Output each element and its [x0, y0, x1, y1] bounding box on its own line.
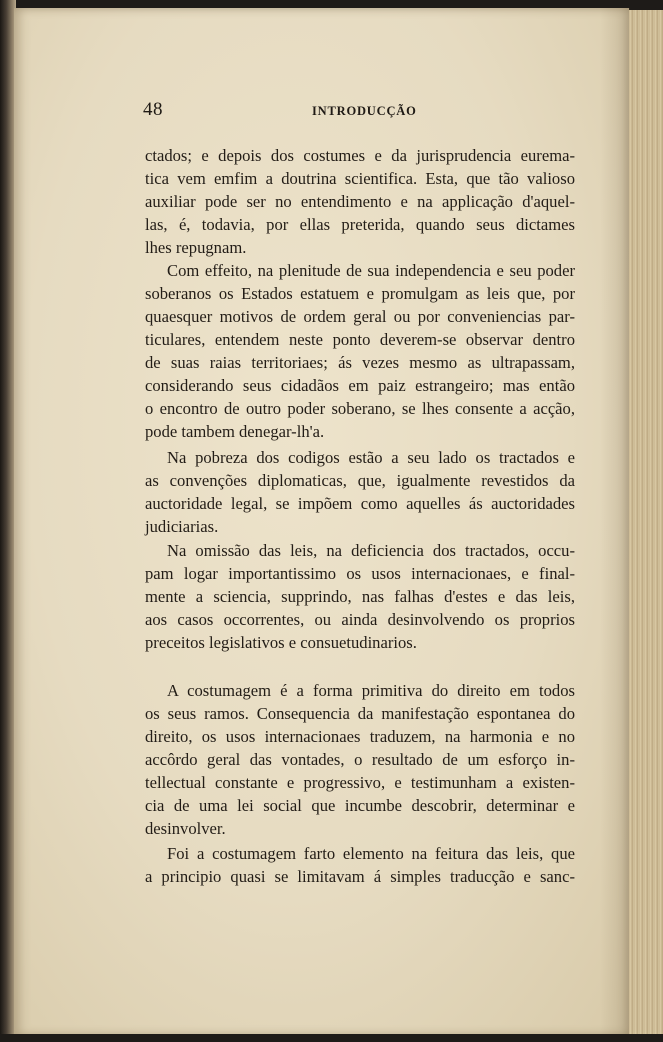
- text-line: a principio quasi se limitavam á simples traducção e sanc-: [145, 867, 575, 886]
- text-line: las, é, todavia, por ellas preterida, quando seus dictames: [145, 215, 575, 234]
- text-line: ctados; e depois dos costumes e da jurisprudencia eurema-: [145, 146, 575, 165]
- text-line: desinvolver.: [145, 819, 226, 838]
- text-line: quaesquer motivos de ordem geral ou por conveniencias par-: [145, 307, 575, 326]
- text-line: accôrdo geral das vontades, o resultado de um esforço in-: [145, 750, 575, 769]
- text-line: Foi a costumagem farto elemento na feitura das leis, que: [167, 844, 575, 863]
- text-line: os seus ramos. Consequencia da manifestação espontanea do: [145, 704, 575, 723]
- text-line: de suas raias territoriaes; ás vezes mesmo as ultrapassam,: [145, 353, 575, 372]
- text-line: tellectual constante e progressivo, e testimunham a existen-: [145, 773, 575, 792]
- running-head: INTRODUCÇÃO: [312, 104, 417, 118]
- text-line: pode tambem denegar-lh'a.: [145, 422, 325, 441]
- text-line: pam logar importantissimo os usos internacionaes, e final-: [145, 564, 575, 583]
- text-line: cia de uma lei social que incumbe descobrir, determinar e: [145, 796, 575, 815]
- text-line: lhes repugnam.: [145, 238, 247, 257]
- page-stack-edges: [629, 10, 663, 1038]
- text-line: preceitos legislativos e consuetudinarios.: [145, 633, 417, 652]
- text-line: o encontro de outro poder soberano, se lhes consente a acção,: [145, 399, 575, 418]
- text-line: auctoridade legal, se impõem como aquelles ás auctoridades: [145, 494, 575, 513]
- text-line: Na pobreza dos codigos estão a seu lado os tractados e: [167, 448, 575, 467]
- page-number: 48: [143, 99, 163, 120]
- text-line: A costumagem é a forma primitiva do direito em todos: [167, 681, 575, 700]
- text-line: aos casos occorrentes, ou ainda desinvolvendo os proprios: [145, 610, 575, 629]
- text-line: soberanos os Estados estatuem e promulgam as leis que, por: [145, 284, 575, 303]
- text-line: as convenções diplomaticas, que, igualmente revestidos da: [145, 471, 575, 490]
- text-line: ticulares, entendem neste ponto deverem-se observar dentro: [145, 330, 575, 349]
- text-line: mente a sciencia, supprindo, nas falhas d'estes e das leis,: [145, 587, 575, 606]
- scan-bottom-border: [0, 1034, 663, 1042]
- text-line: Com effeito, na plenitude de sua independencia e seu poder: [167, 261, 575, 280]
- text-line: direito, os usos internacionaes traduzem, na harmonia e no: [145, 727, 575, 746]
- text-line: Na omissão das leis, na deficiencia dos tractados, occu-: [167, 541, 575, 560]
- text-line: tica vem emfim a doutrina scientifica. Esta, que tão valioso: [145, 169, 575, 188]
- text-line: considerando seus cidadãos em paiz estrangeiro; mas então: [145, 376, 575, 395]
- page-curve-shadow: [600, 8, 630, 1036]
- text-line: auxiliar pode ser no entendimento e na applicação d'aquel-: [145, 192, 575, 211]
- text-line: judiciarias.: [145, 517, 219, 536]
